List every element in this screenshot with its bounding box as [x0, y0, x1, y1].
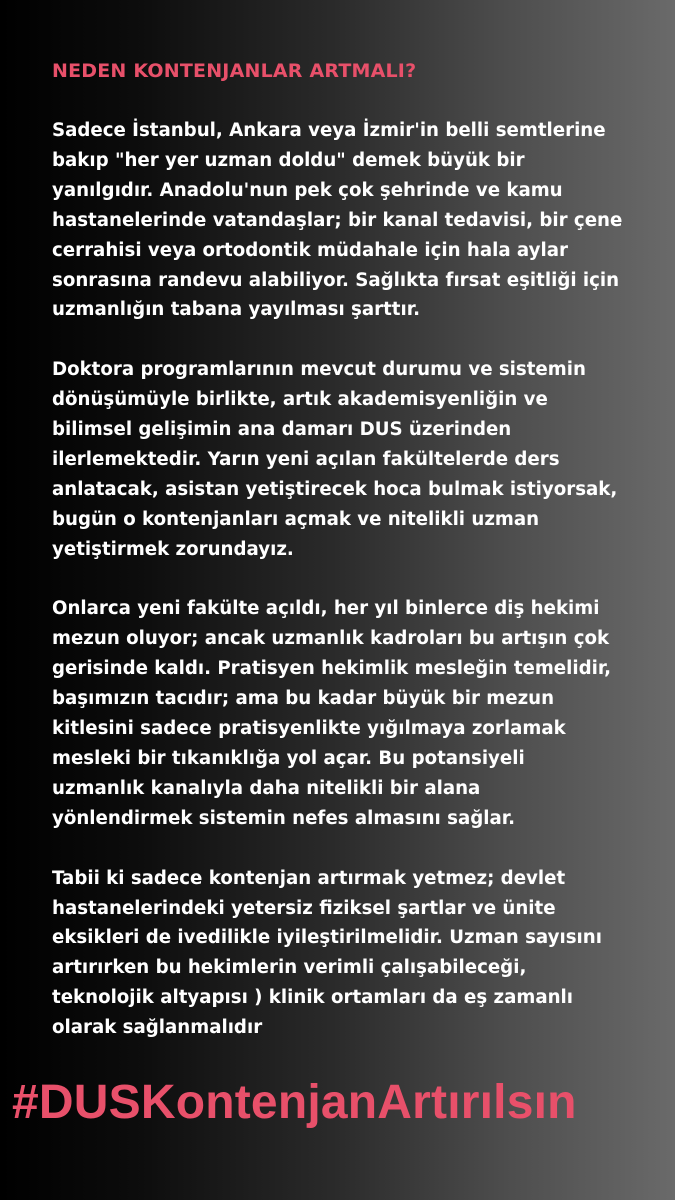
- paragraph: [52, 864, 637, 1043]
- text-line: uzmanlığın tabana yayılması şarttır.: [52, 299, 421, 321]
- text-line: hastanelerindeki yetersiz fiziksel şartlar ve ünite: [52, 897, 556, 919]
- paragraph: [52, 594, 637, 833]
- text-line: yanılgıdır. Anadolu'nun pek çok şehrinde ve kamu: [52, 179, 563, 201]
- text-line: olarak sağlanmalıdır: [52, 1017, 263, 1039]
- text-line: Tabii ki sadece kontenjan artırmak yetmez; devlet: [52, 867, 566, 889]
- text-line: bakıp "her yer uzman doldu" demek büyük bir: [52, 149, 525, 171]
- text-line: başımızın tacıdır; ama bu kadar büyük bir mezun: [52, 688, 555, 710]
- text-line: Sadece İstanbul, Ankara veya İzmir'in belli semtlerine: [52, 120, 606, 141]
- text-line: eksikleri de ivedilikle iyileştirilmelidir. Uzman sayısını: [52, 927, 602, 949]
- text-line: gerisinde kaldı. Pratisyen hekimlik mesleğin temelidir,: [52, 658, 612, 680]
- text-line: sonrasına randevu alabiliyor. Sağlıkta fırsat eşitliği için: [52, 269, 620, 291]
- text-line: bugün o kontenjanları açmak ve nitelikli uzman: [52, 508, 540, 530]
- text-line: dönüşümüyle birlikte, artık akademisyenliğin ve: [52, 389, 548, 411]
- body-text: [52, 116, 637, 1073]
- paragraph: [52, 116, 637, 325]
- text-line: kitlesini sadece pratisyenlikte yığılmaya zorlamak: [52, 718, 566, 740]
- text-line: teknolojik altyapısı ) klinik ortamları da eş zamanlı: [52, 987, 574, 1009]
- section-heading: NEDEN KONTENJANLAR ARTMALI?: [52, 60, 417, 82]
- text-line: ilerlemektedir. Yarın yeni açılan fakültelerde ders: [52, 448, 560, 470]
- text-line: yönlendirmek sistemin nefes almasını sağlar.: [52, 807, 516, 829]
- text-line: Doktora programlarının mevcut durumu ve sistemin: [52, 359, 586, 381]
- text-line: mesleki bir tıkanıklığa yol açar. Bu potansiyeli: [52, 748, 525, 769]
- paragraph: [52, 355, 637, 564]
- text-line: mezun oluyor; ancak uzmanlık kadroları bu artışın çok: [52, 628, 610, 650]
- text-line: anlatacak, asistan yetiştirecek hoca bulmak istiyorsak,: [52, 478, 618, 500]
- text-line: bilimsel gelişimin ana damarı DUS üzerinden: [52, 419, 512, 441]
- hashtag: #DUSKontenjanArtırılsın: [12, 1076, 577, 1129]
- text-line: Onlarca yeni fakülte açıldı, her yıl binlerce diş hekimi: [52, 598, 600, 620]
- text-line: uzmanlık kanalıyla daha nitelikli bir alana: [52, 777, 481, 799]
- text-line: hastanelerinde vatandaşlar; bir kanal tedavisi, bir çene: [52, 209, 623, 231]
- text-line: cerrahisi veya ortodontik müdahale için hala aylar: [52, 239, 568, 261]
- text-line: artırırken bu hekimlerin verimli çalışabileceği,: [52, 957, 527, 979]
- text-line: yetiştirmek zorundayız.: [52, 538, 294, 560]
